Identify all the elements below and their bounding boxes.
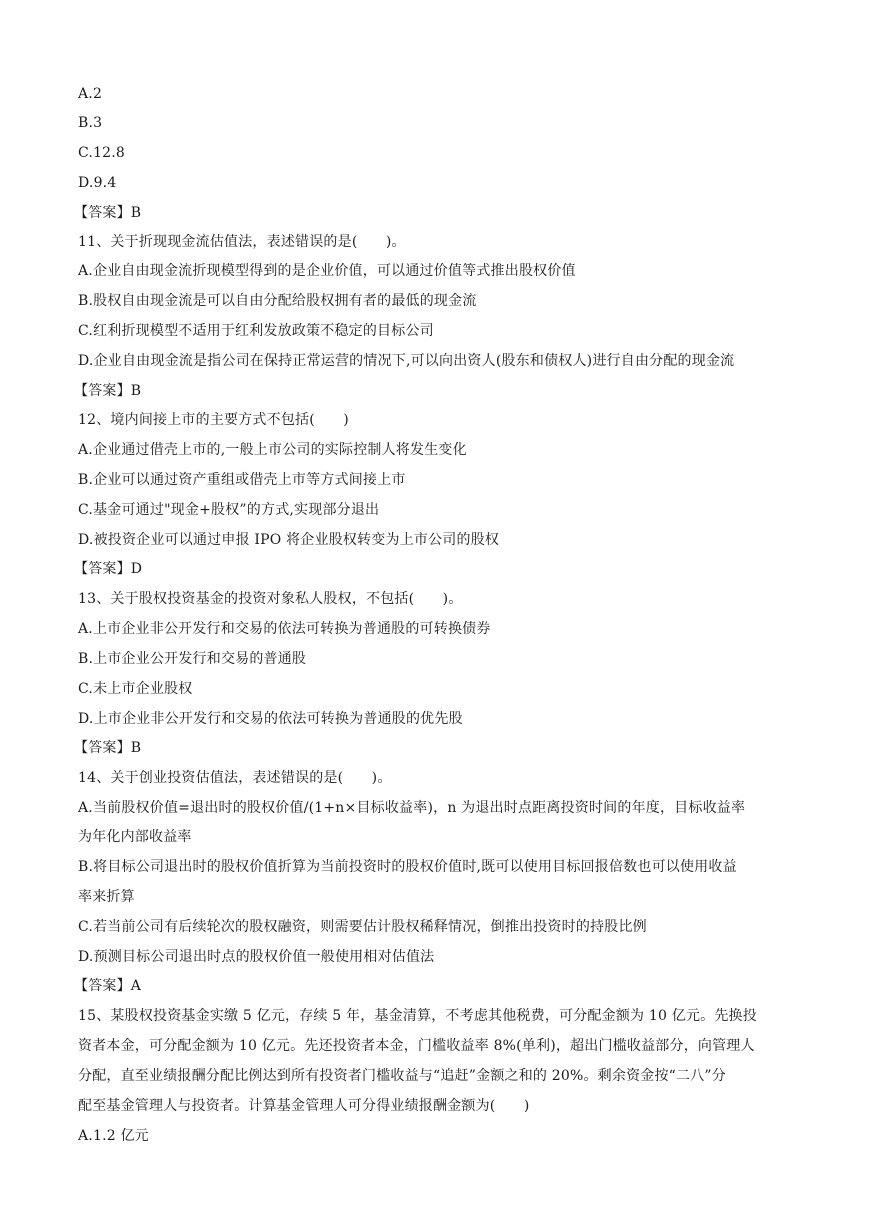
q15-stem-line3: 分配，直至业绩报酬分配比例达到所有投资者门槛收益与“追赶”金额之和的 20%。剩余资金按“二八”分: [78, 1068, 726, 1084]
q12-option-d: D.被投资企业可以通过申报 IPO 将企业股权转变为上市公司的股权: [78, 532, 500, 548]
q15-stem-line4: 配至基金管理人与投资者。计算基金管理人可分得业绩报酬金额为( ): [78, 1098, 530, 1114]
q13-stem: 13、关于股权投资基金的投资对象私人股权，不包括( )。: [78, 591, 463, 607]
q12-answer: 【答案】D: [74, 561, 143, 577]
q11-answer: 【答案】B: [74, 383, 142, 399]
q10-option-a: A.2: [78, 86, 103, 102]
q13-option-c: C.未上市企业股权: [78, 681, 193, 697]
q13-option-b: B.上市企业公开发行和交易的普通股: [78, 651, 307, 667]
q11-option-d: D.企业自由现金流是指公司在保持正常运营的情况下,可以向出资人(股东和债权人)进行自由分配的现金流: [78, 353, 735, 369]
q11-stem: 11、关于折现现金流估值法，表述错误的是( )。: [78, 234, 406, 250]
q10-answer: 【答案】B: [74, 205, 142, 221]
q10-option-d: D.9.4: [78, 175, 117, 191]
q13-option-a: A.上市企业非公开发行和交易的依法可转换为普通股的可转换债券: [78, 621, 491, 637]
q11-option-c: C.红利折现模型不适用于红利发放政策不稳定的目标公司: [78, 323, 434, 339]
q12-option-a: A.企业通过借壳上市的,一般上市公司的实际控制人将发生变化: [78, 442, 467, 458]
q13-answer: 【答案】B: [74, 740, 142, 756]
q11-option-b: B.股权自由现金流是可以自由分配给股权拥有者的最低的现金流: [78, 293, 477, 309]
q11-option-a: A.企业自由现金流折现模型得到的是企业价值，可以通过价值等式推出股权价值: [78, 263, 576, 279]
q14-option-c: C.若当前公司有后续轮次的股权融资，则需要估计股权稀释情况，倒推出投资时的持股比例: [78, 919, 647, 935]
q15-stem-line2: 资者本金，可分配金额为 10 亿元。先还投资者本金，门槛收益率 8%(单利)，超出门槛收益部分，向管理人: [78, 1038, 755, 1054]
q14-option-b-line1: B.将目标公司退出时的股权价值折算为当前投资时的股权价值时,既可以使用目标回报倍数也可以使用收益: [78, 859, 737, 875]
q14-option-d: D.预测目标公司退出时点的股权价值一般使用相对估值法: [78, 949, 435, 965]
q14-option-a-line1: A.当前股权价值=退出时的股权价值/(1+n×目标收益率)，n 为退出时点距离投资时间的年度，目标收益率: [78, 800, 746, 816]
q14-stem: 14、关于创业投资估值法，表述错误的是( )。: [78, 770, 392, 786]
q12-option-b: B.企业可以通过资产重组或借壳上市等方式间接上市: [78, 472, 406, 488]
q15-stem-line1: 15、某股权投资基金实缴 5 亿元，存续 5 年，基金清算，不考虑其他税费，可分配金额为 10 亿元。先换投: [78, 1008, 757, 1024]
q13-option-d: D.上市企业非公开发行和交易的依法可转换为普通股的优先股: [78, 711, 463, 727]
q15-option-a: A.1.2 亿元: [78, 1128, 149, 1144]
q14-option-a-line2: 为年化内部收益率: [78, 829, 192, 845]
q12-option-c: C.基金可通过"现金+股权”的方式,实现部分退出: [78, 502, 380, 518]
q10-option-c: C.12.8: [78, 145, 126, 161]
q12-stem: 12、境内间接上市的主要方式不包括( ): [78, 412, 349, 428]
q14-option-b-line2: 率来折算: [78, 889, 135, 905]
q10-option-b: B.3: [78, 115, 103, 131]
q14-answer: 【答案】A: [74, 978, 142, 994]
